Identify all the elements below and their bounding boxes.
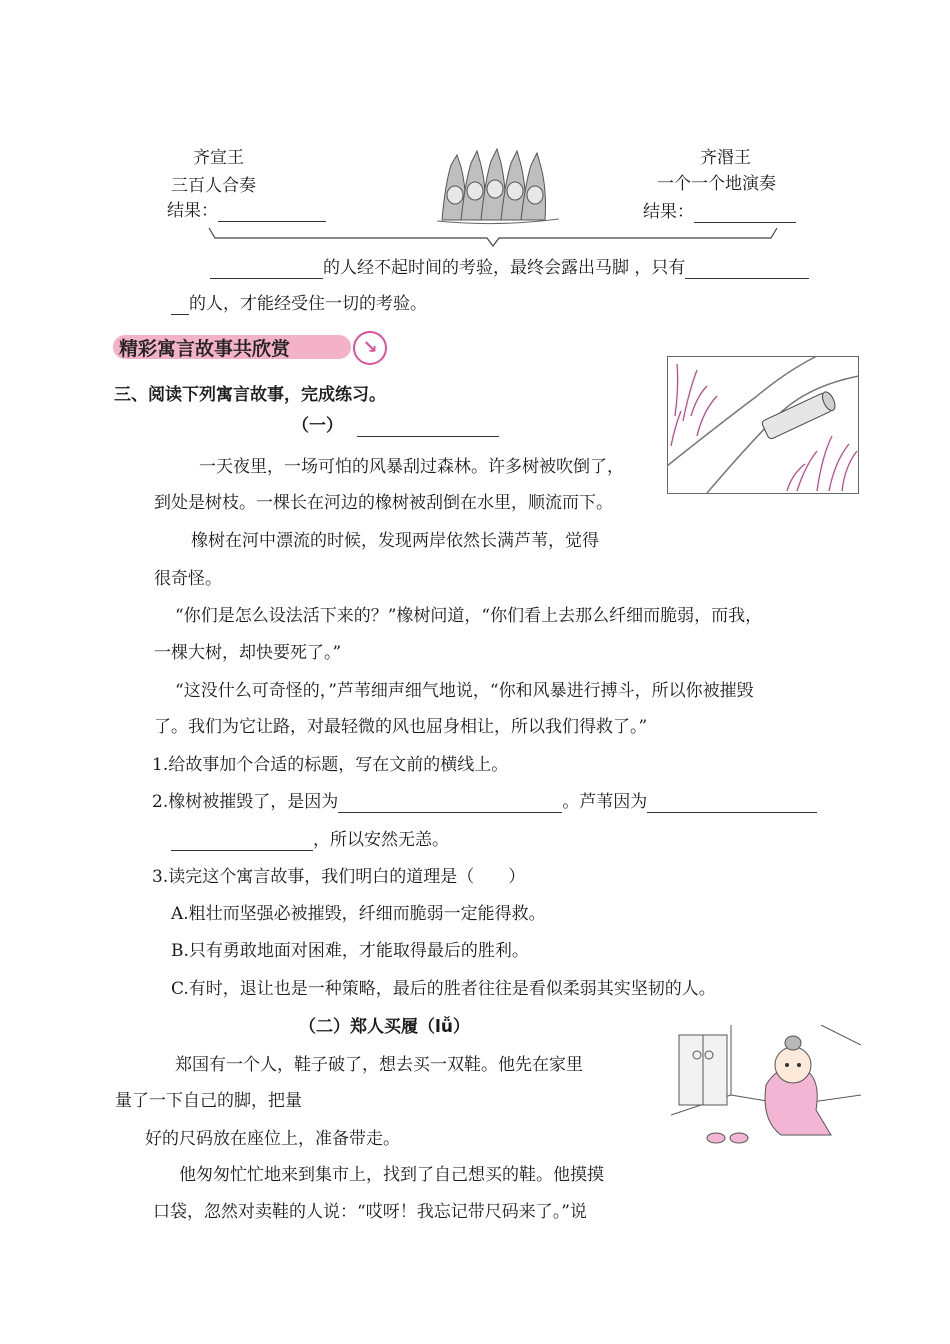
summary-text-2: 的人，才能经受住一切的考验。: [189, 294, 427, 314]
story2-title: （二）郑人买履（lǚ）: [299, 1017, 470, 1037]
story1-p4-line1: “这没什么可奇怪的，”芦苇细声细气地说，“你和风暴进行搏斗，所以你被摧毁: [175, 681, 754, 701]
story1-p1-line2: 到处是树枝。一棵长在河边的橡树被刮倒在水里，顺流而下。: [154, 493, 613, 513]
left-result-blank[interactable]: [218, 203, 326, 222]
story1-label: （一）: [292, 416, 343, 436]
story1-title: [292, 415, 499, 437]
summary-blank-2[interactable]: [685, 260, 809, 279]
right-result-field[interactable]: [643, 201, 796, 223]
story2-p2-line1: 他匆匆忙忙地来到集市上，找到了自己想买的鞋。他摸摸: [179, 1165, 604, 1185]
section-banner: [113, 331, 385, 363]
story1-title-blank[interactable]: [357, 418, 499, 437]
section-heading: 三、阅读下列寓言故事，完成练习。: [114, 385, 386, 405]
right-king-name: 齐湣王: [700, 148, 751, 168]
option-c[interactable]: C.有时，退让也是一种策略，最后的胜者往往是看似柔弱其实坚韧的人。: [171, 979, 716, 999]
summary-brace: [207, 226, 779, 248]
right-king-play: 一个一个地演奏: [657, 174, 776, 194]
question-2-text-c: ，所以安然无恙。: [313, 830, 449, 850]
oak-river-illustration: [667, 356, 859, 494]
summary-line-2: [171, 293, 427, 315]
summary-text-1: 的人经不起时间的考验，最终会露出马脚 ，只有: [323, 258, 686, 278]
option-b[interactable]: B.只有勇敢地面对困难，才能取得最后的胜利。: [171, 941, 529, 961]
story2-p1-line3: 好的尺码放在座位上，准备带走。: [145, 1129, 400, 1149]
story2-p1-line2: 量了一下自己的脚，把量: [115, 1091, 302, 1111]
arrow-circle-icon: ↘: [353, 331, 387, 365]
summary-blank-1[interactable]: [210, 260, 323, 279]
musicians-illustration: [437, 145, 559, 225]
question-2-text-a: 2.橡树被摧毁了，是因为: [152, 792, 339, 812]
left-king-name: 齐宣王: [193, 148, 244, 168]
question-2-line1: [152, 791, 817, 813]
left-king-play: 三百人合奏: [171, 176, 256, 196]
story2-p2-line2: 口袋，忽然对卖鞋的人说：“哎呀！我忘记带尺码来了。”说: [153, 1202, 587, 1222]
question-2-blank-2[interactable]: [647, 794, 817, 813]
summary-line-1: [210, 257, 809, 279]
question-2-blank-1[interactable]: [338, 794, 562, 813]
story1-p4-line2: 了。我们为它让路，对最轻微的风也屈身相让，所以我们得救了。”: [154, 717, 648, 737]
story1-p3-line1: “你们是怎么设法活下来的？”橡树问道，“你们看上去那么纤细而脆弱，而我，: [175, 606, 763, 626]
question-2-line2: [171, 829, 449, 851]
story1-p2-line1: 橡树在河中漂流的时候，发现两岸依然长满芦苇，觉得: [191, 531, 599, 551]
shoe-buyer-illustration: [671, 1025, 861, 1155]
left-result-field[interactable]: [167, 200, 326, 222]
option-a[interactable]: A.粗壮而坚强必被摧毁，纤细而脆弱一定能得救。: [171, 904, 546, 924]
left-result-label: 结果：: [167, 201, 218, 221]
banner-title: 精彩寓言故事共欣赏: [119, 338, 291, 360]
summary-blank-2-cont[interactable]: [171, 296, 189, 315]
right-result-blank[interactable]: [694, 204, 796, 223]
story1-p3-line2: 一棵大树，却快要死了。”: [154, 643, 342, 663]
story1-p1-line1: 一天夜里，一场可怕的风暴刮过森林。许多树被吹倒了，: [199, 457, 624, 477]
question-2-text-b: 。芦苇因为: [562, 792, 648, 812]
question-2-blank-2-cont[interactable]: [171, 832, 313, 851]
question-3: 3.读完这个寓言故事，我们明白的道理是（ ）: [152, 867, 526, 887]
story1-p2-line2: 很奇怪。: [154, 569, 222, 589]
question-1: 1.给故事加个合适的标题，写在文前的横线上。: [152, 755, 509, 775]
right-result-label: 结果：: [643, 202, 694, 222]
story2-p1-line1: 郑国有一个人，鞋子破了，想去买一双鞋。他先在家里: [175, 1055, 583, 1075]
